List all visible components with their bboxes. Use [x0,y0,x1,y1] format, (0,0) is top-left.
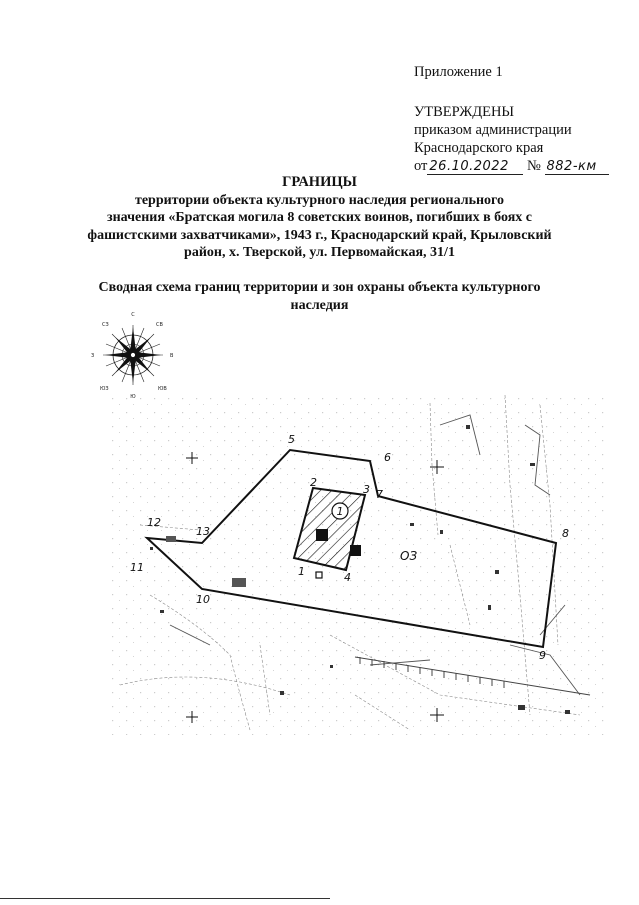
compass-rose-icon [88,310,178,400]
handwritten-number: 882-км [545,160,609,175]
point-1: 1 [298,565,305,578]
title-line-2: значения «Братская могила 8 советских воинов, погибших в боях с [106,210,533,225]
point-13: 13 [196,525,210,538]
point-9: 9 [539,649,546,662]
document-title [0,174,639,262]
compass-sw: ЮЗ [100,386,109,392]
compass-ne: СВ [156,322,163,328]
approved-label: УТВЕРЖДЕНЫ [414,104,515,120]
point-12: 12 [147,516,161,529]
date-number-line [414,157,609,175]
point-5: 5 [288,433,295,446]
title-line-3: фашистскими захватчиками», 1943 г., Краснодарский край, Крыловский [87,227,552,243]
subtitle-line-2: наследия [290,297,349,313]
region-line: Краснодарского края [414,140,544,156]
scheme-subtitle [0,279,639,314]
point-6: 6 [384,451,391,464]
title-line-4: район, х. Тверской, ул. Первомайская, 31/1 [184,245,455,260]
footnote-rule [0,898,330,899]
point-7: 7 [376,488,383,501]
title-line-1: территории объекта культурного наследия регионального [134,192,505,208]
point-8: 8 [562,527,569,540]
title-heading: ГРАНИЦЫ [282,174,357,190]
number-sign: № [527,158,541,174]
object-label: 1 [336,505,344,518]
compass-north: С [131,312,135,318]
cadastral-background [110,395,605,735]
appendix-label: Приложение 1 [414,64,503,80]
point-4: 4 [344,571,351,584]
from-prefix: от [414,158,428,174]
boundary-map [110,395,605,735]
zone-label: ОЗ [400,549,418,563]
point-3: 3 [363,483,370,496]
handwritten-date: 26.10.2022 [427,160,523,175]
compass-east: В [170,353,174,359]
compass-se: ЮВ [158,386,167,392]
compass-nw: СЗ [102,322,109,328]
compass-west: З [91,353,95,359]
order-line: приказом администрации [414,122,572,138]
subtitle-line-1: Сводная схема границ территории и зон охраны объекта культурного [98,280,541,295]
point-11: 11 [130,561,144,574]
point-10: 10 [196,593,210,606]
point-2: 2 [310,476,317,489]
